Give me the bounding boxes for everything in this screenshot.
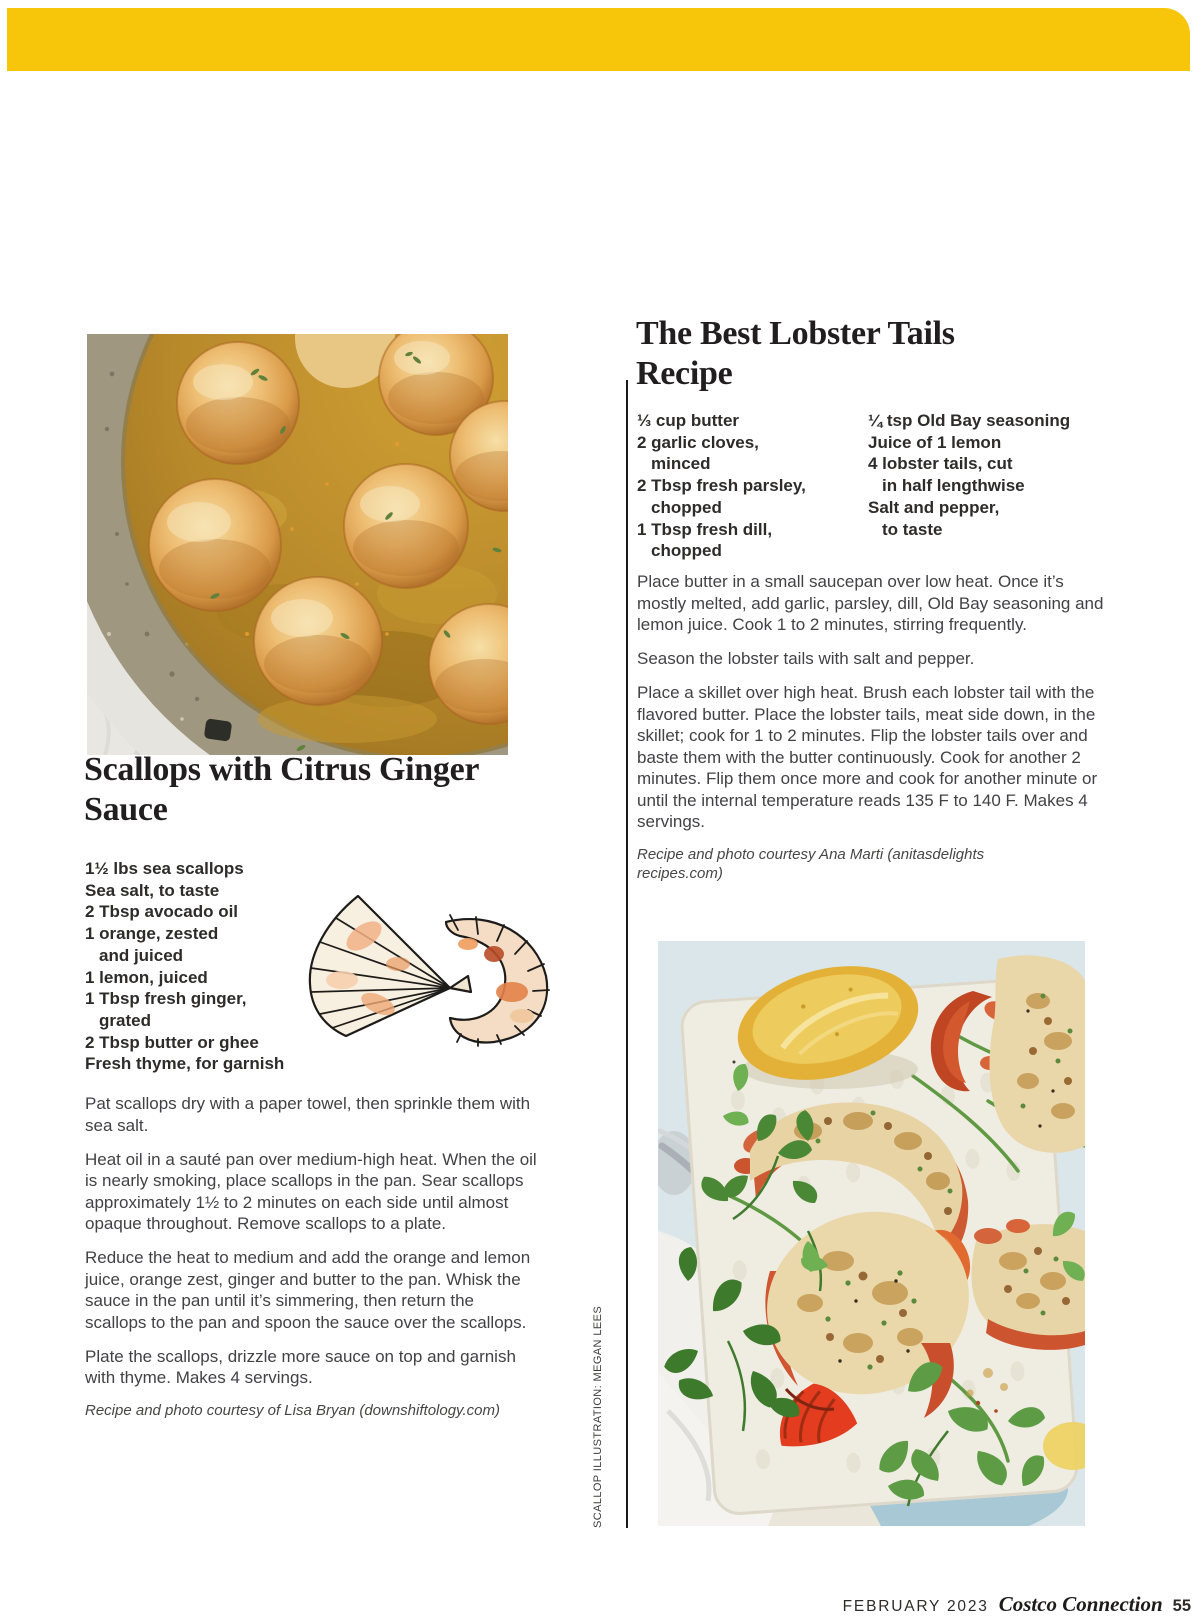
- ingredient-line: chopped: [651, 541, 722, 561]
- ingredient-line: grated: [99, 1010, 151, 1030]
- ingredient-line: and juiced: [99, 945, 184, 965]
- page-footer: [843, 1592, 1191, 1617]
- recipe-step: Plate the scallops, drizzle more sauce on top and garnish with thyme. Makes 4 servings.: [85, 1346, 516, 1387]
- ingredient-line: 1½ lbs sea scallops: [85, 859, 244, 878]
- ingredient-line: Sea salt, to taste: [85, 880, 220, 900]
- scallops-steps: [85, 1093, 537, 1420]
- footer-issue-date: FEBRUARY 2023: [842, 1598, 989, 1615]
- lobster-title: The Best Lobster Tails Recipe: [636, 315, 955, 392]
- recipe-step: Season the lobster tails with salt and pepper.: [637, 649, 975, 668]
- recipe-step: Reduce the heat to medium and add the orange and lemon juice, orange zest, ginger and butter to the pan. Whisk the sauce in the pan until it’s simmering, then return the scallops to the pan and spoon the sauce over the scallops.: [85, 1248, 531, 1332]
- photo-credit-vertical: SCALLOP ILLUSTRATION: MEGAN LEES: [592, 1305, 604, 1528]
- scallops-photo: [87, 334, 508, 755]
- ingredient-line: minced: [651, 454, 711, 474]
- lobster-ingredients-col2: [868, 410, 1108, 540]
- column-divider: [626, 380, 628, 1528]
- ingredient-line: Fresh thyme, for garnish: [85, 1054, 285, 1074]
- top-accent-bar: [7, 8, 1190, 71]
- scallops-credit: Recipe and photo courtesy of Lisa Bryan (downshiftology.com): [85, 1402, 500, 1419]
- recipe-step: Pat scallops dry with a paper towel, then sprinkle them with sea salt.: [85, 1094, 531, 1135]
- ingredient-line: 2 Tbsp fresh parsley,: [637, 476, 806, 496]
- ingredient-line: in half lengthwise: [882, 476, 1025, 496]
- ingredient-line: 1 orange, zested: [85, 924, 219, 944]
- ingredient-line: ⅓ cup butter: [637, 411, 740, 430]
- ingredient-line: 2 garlic cloves,: [637, 432, 759, 452]
- lobster-credit-line: recipes.com): [637, 865, 723, 882]
- footer-page-number: 55: [1172, 1597, 1191, 1615]
- ingredient-line: Salt and pepper,: [868, 497, 1000, 517]
- lobster-ingredients-col1: [637, 410, 857, 562]
- scallops-title: Scallops with Citrus Ginger Sauce: [84, 751, 479, 828]
- recipe-step: Place a skillet over high heat. Brush each lobster tail with the flavored butter. Place the lobster tails, meat side down, in the skillet; cook for 1 to 2 minutes. Flip the lobster tails over and baste them with the butter continuously. Cook for another 2 minutes. Flip them once more and cook for another minute or until the internal temperature reads 135 F to 140 F. Makes 4 servings.: [637, 683, 1098, 831]
- ingredient-line: 1 Tbsp fresh ginger,: [85, 989, 247, 1009]
- lobster-credit-line: Recipe and photo courtesy Ana Marti (anitasdelights: [637, 846, 985, 863]
- footer-magazine-name: Costco Connection: [998, 1592, 1163, 1616]
- scallop-shell-illustration: [298, 884, 556, 1053]
- ingredient-line: 1 lemon, juiced: [85, 967, 208, 987]
- lobster-photo: [658, 941, 1085, 1526]
- ingredient-line: 2 Tbsp avocado oil: [85, 902, 239, 922]
- ingredient-line: 2 Tbsp butter or ghee: [85, 1032, 259, 1052]
- ingredient-line: chopped: [651, 497, 722, 517]
- ingredient-line: ¼ tsp Old Bay seasoning: [868, 411, 1071, 430]
- ingredient-line: 1 Tbsp fresh dill,: [637, 519, 773, 539]
- lobster-steps: [637, 571, 1107, 883]
- recipe-step: Place butter in a small saucepan over low heat. Once it’s mostly melted, add garlic, parsley, dill, Old Bay seasoning and lemon juice. Cook 1 to 2 minutes, stirring frequently.: [637, 572, 1104, 634]
- ingredient-line: 4 lobster tails, cut: [868, 454, 1013, 474]
- ingredient-line: Juice of 1 lemon: [868, 432, 1002, 452]
- recipe-step: Heat oil in a sauté pan over medium-high heat. When the oil is nearly smoking, place scallops in the pan. Sear scallops approximately 1½ to 2 minutes on each side until almost opaque throughout. Remove scallops to a plate.: [85, 1149, 537, 1233]
- ingredient-line: to taste: [882, 519, 943, 539]
- lobster-credit: [637, 845, 1107, 883]
